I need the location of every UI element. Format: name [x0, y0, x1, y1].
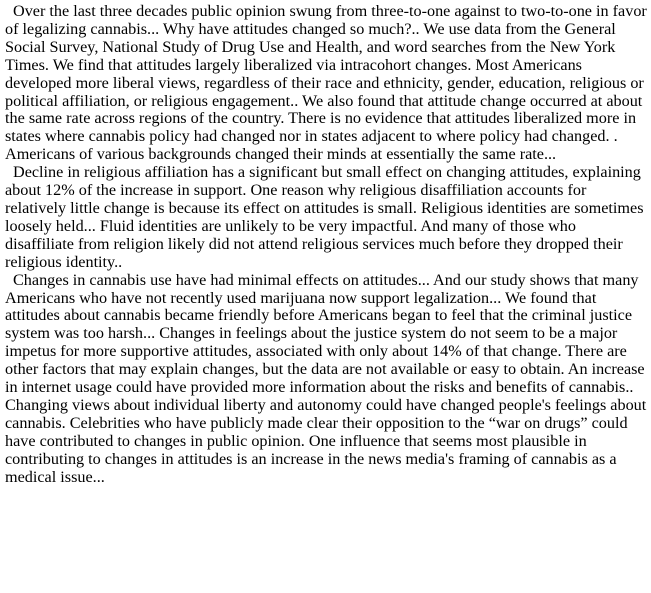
paragraph-3: Changes in cannabis use have had minimal effects on attitudes... And our study shows that many Americans who have not recently used marijuana now support legalization... We found that attitudes about cannabis became friendly before Americans began to feel that the criminal justice system was too harsh... Changes in feelings about the justice system do not seem to be a major impetus for more supportive attitudes, associated with only about 14% of that change. There are other factors that may explain changes, but the data are not available or easy to obtain. An increase in internet usage could have provided more information about the risks and benefits of cannabis.. Changing views about individual liberty and autonomy could have changed people's feelings about cannabis. Celebrities who have publicly made clear their opposition to the “war on drugs” could have contributed to changes in public opinion. One influence that seems most plausible in contributing to changes in attitudes is an increase in the news media's framing of cannabis as a medical issue...: [5, 270, 647, 486]
paragraph-1: Over the last three decades public opinion swung from three-to-one against to two-to-one in favor of legalizing cannabis... Why have attitudes changed so much?.. We use data from the General Social Survey, National Study of Drug Use and Health, and word searches from the New York Times. We find that attitudes largely liberalized via intracohort changes. Most Americans developed more liberal views, regardless of their race and ethnicity, gender, education, religious or political affiliation, or religious engagement.. We also found that attitude change occurred at about the same rate across regions of the country. There is no evidence that attitudes liberalized more in states where cannabis policy had changed nor in states adjacent to where policy had changed. . Americans of various backgrounds changed their minds at essentially the same rate...: [5, 2, 647, 164]
paragraph-2: Decline in religious affiliation has a significant but small effect on changing attitudes, explaining about 12% of the increase in support. One reason why religious disaffiliation accounts for relatively little change is because its effect on attitudes is small. Religious identities are sometimes loosely held... Fluid identities are unlikely to be very impactful. And many of those who disaffiliate from religion likely did not attend religious services much before they dropped their religious identity..: [5, 163, 644, 271]
